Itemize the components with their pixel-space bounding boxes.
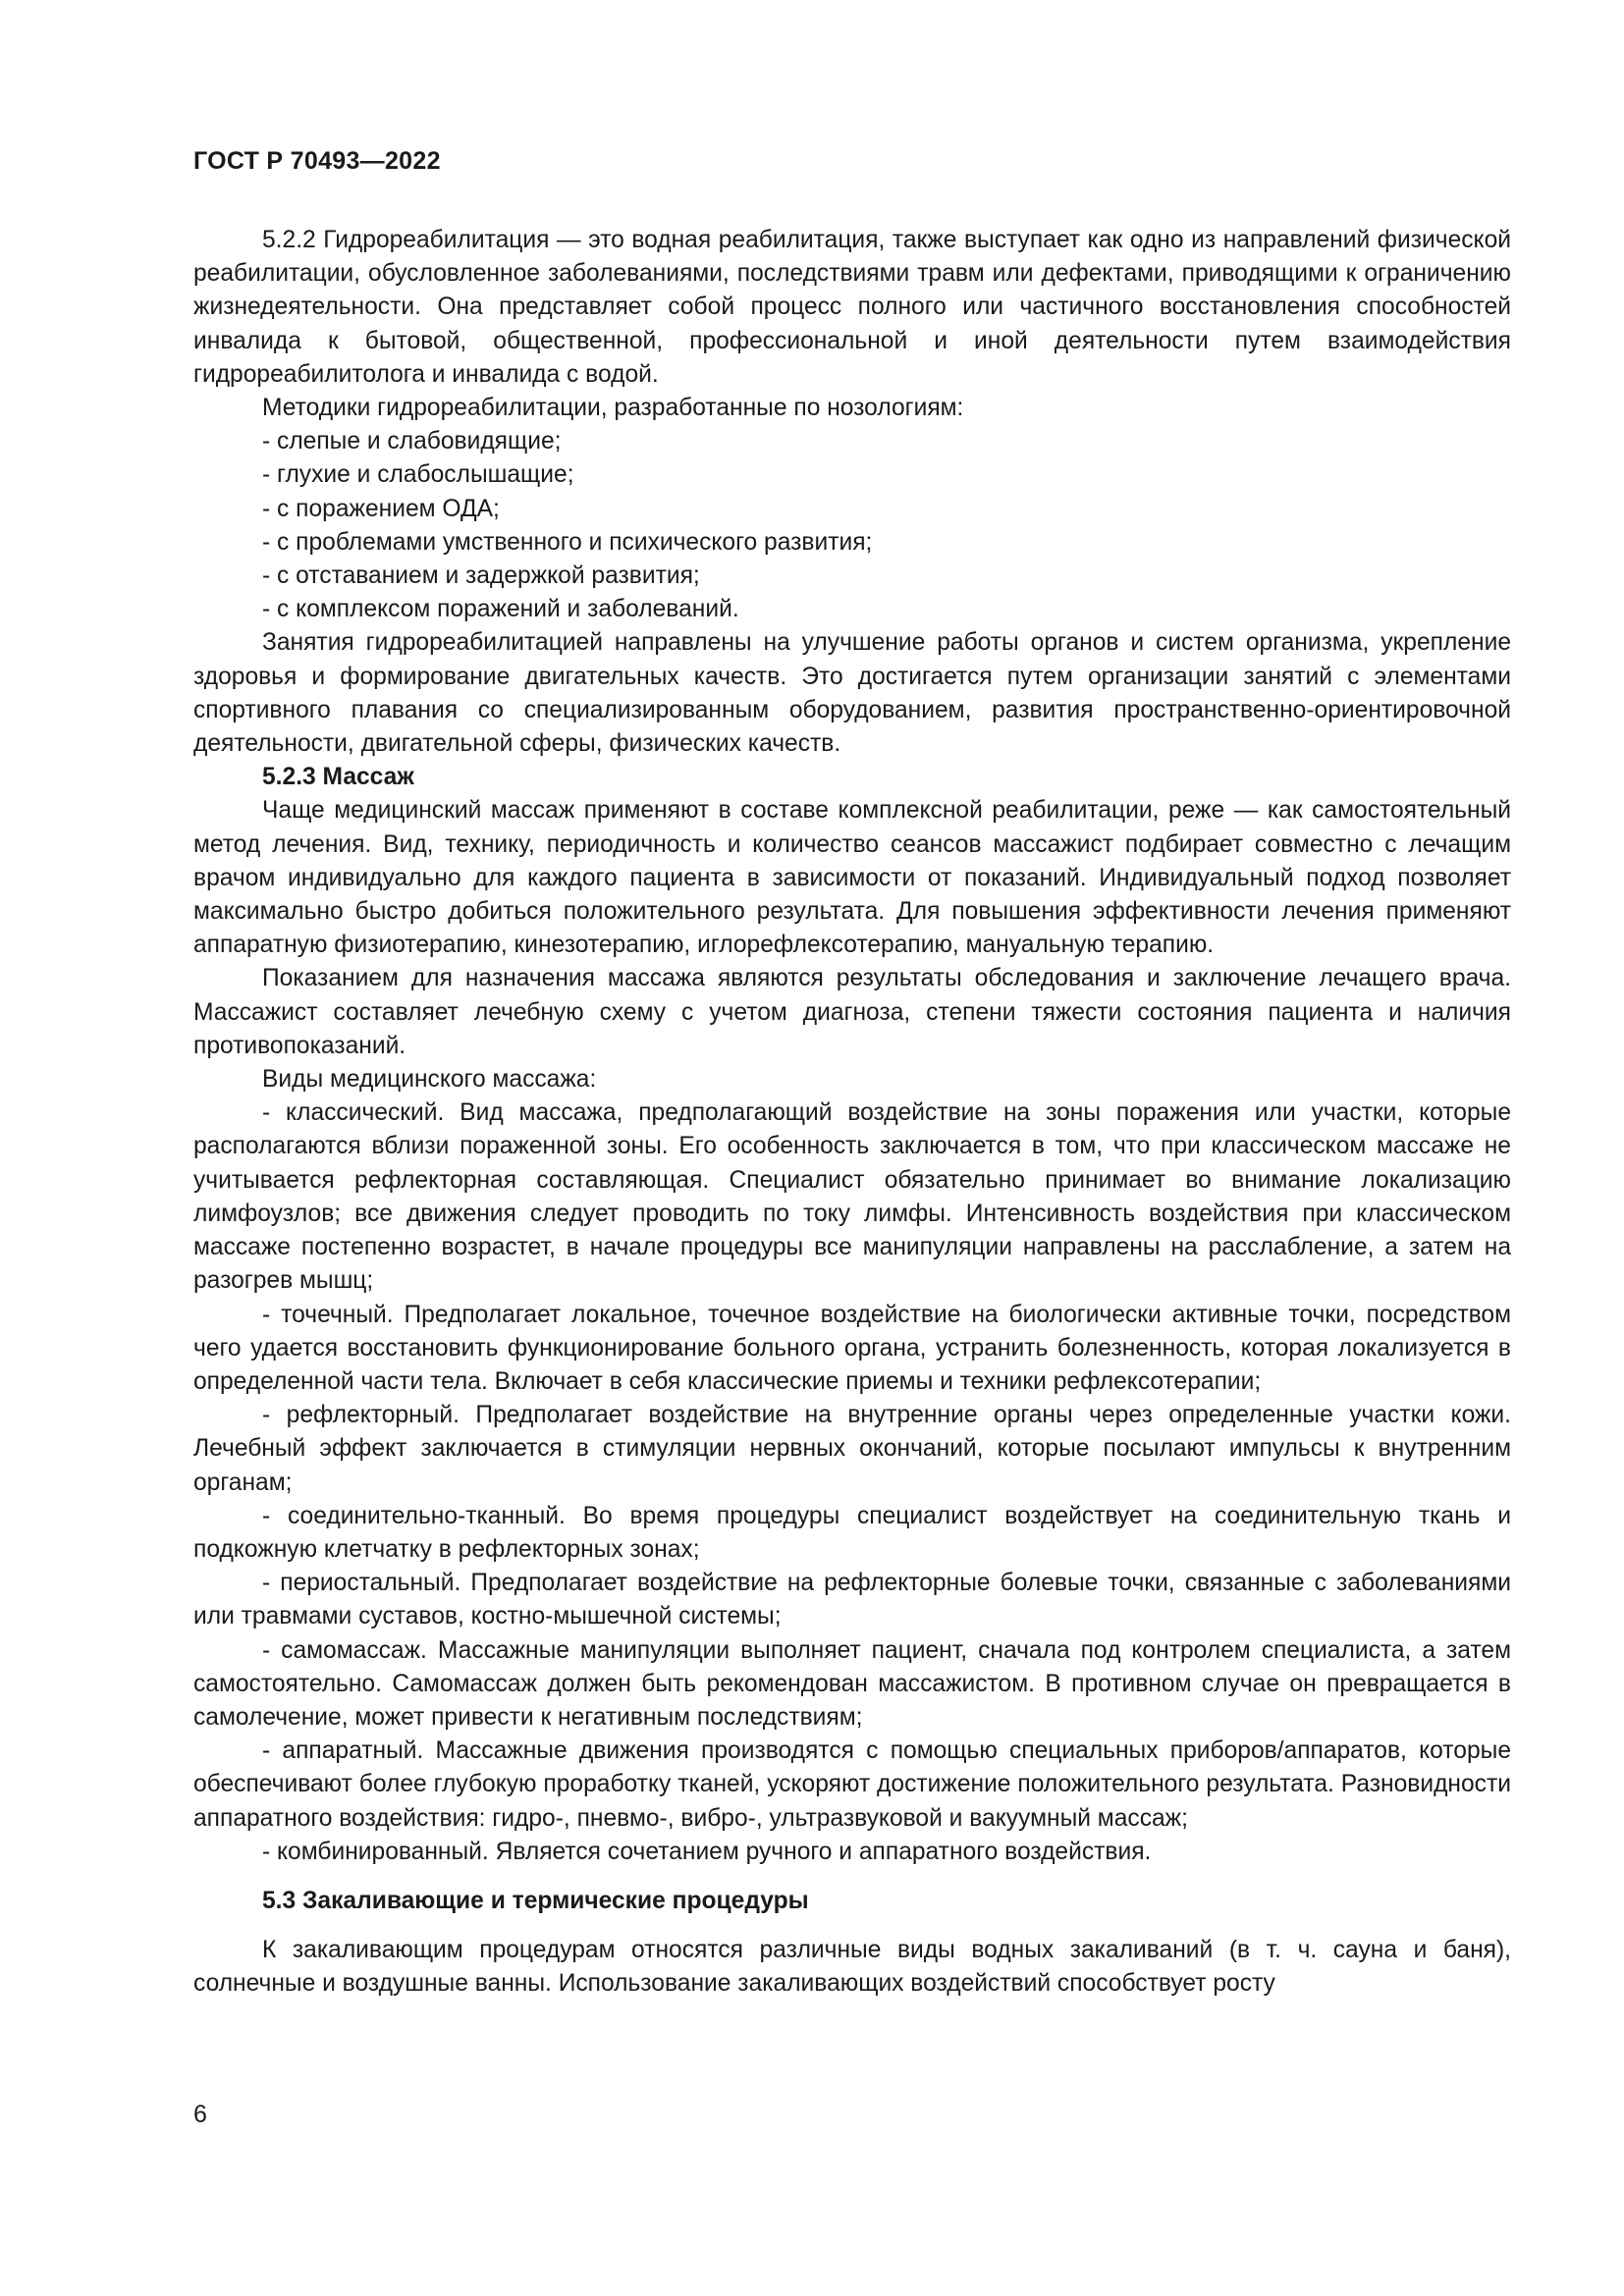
paragraph-hydrorehab-definition: 5.2.2 Гидрореабилитация — это водная реабилитация, также выступает как одно из направлений физической реабилитации, обусловленное заболеваниями, последствиями травм или дефектами, приводящими к ограничению жизнедеятельности. Она представляет собой процесс полного или частичного восстановления способностей инвалида к бытовой, общественной, профессиональной и иной деятельности путем взаимодействия гидрореабилитолога и инвалида с водой.	[193, 227, 1511, 388]
subsection-heading-massage: 5.2.3 Массаж	[262, 764, 414, 791]
list-item: - с отставанием и задержкой развития;	[262, 562, 700, 590]
list-item: - соединительно-тканный. Во время процедуры специалист воздействует на соединительную ткань и подкожную клетчатку в рефлекторных зонах;	[193, 1502, 1511, 1563]
list-item: - с проблемами умственного и психического развития;	[262, 528, 873, 556]
page-number: 6	[193, 2101, 207, 2128]
section-heading-hardening: 5.3 Закаливающие и термические процедуры	[262, 1887, 809, 1914]
list-item: - с поражением ОДА;	[262, 495, 500, 522]
paragraph-hydrorehab-goals: Занятия гидрореабилитацией направлены на улучшение работы органов и систем организма, укрепление здоровья и формирование двигательных качеств. Это достигается путем организации занятий с элементами спортивного плавания со специализированным оборудованием, развития пространственно-ориентировочной деятельности, двигательной сферы, физических качеств.	[193, 629, 1511, 758]
document-body	[193, 224, 1511, 2002]
list-item: - комбинированный. Является сочетанием ручного и аппаратного воздействия.	[262, 1838, 1152, 1865]
list-item: - слепые и слабовидящие;	[262, 428, 562, 455]
paragraph-hydrorehab-methods: Методики гидрореабилитации, разработанные по нозологиям:	[262, 395, 964, 422]
list-item: - периостальный. Предполагает воздействие на рефлекторные болевые точки, связанные с заболеваниями или травмами суставов, костно-мышечной системы;	[193, 1570, 1511, 1630]
list-item: - аппаратный. Массажные движения производятся с помощью специальных приборов/аппаратов, которые обеспечивают более глубокую проработку тканей, ускоряют достижение положительного результата. Разновидности аппаратного воздействия: гидро-, пневмо-, вибро-, ультразвуковой и вакуумный массаж;	[193, 1737, 1511, 1832]
paragraph-massage-types-intro: Виды медицинского массажа:	[262, 1066, 597, 1094]
list-item: - глухие и слабослышащие;	[262, 461, 574, 489]
list-item: - с комплексом поражений и заболеваний.	[262, 596, 739, 623]
list-item: - точечный. Предполагает локальное, точечное воздействие на биологически активные точки, посредством чего удается восстановить функционирование больного органа, устранить болезненность, которая локализуется в определенной части тела. Включает в себя классические приемы и техники рефлексотерапии;	[193, 1301, 1511, 1395]
paragraph-massage-intro: Чаще медицинский массаж применяют в составе комплексной реабилитации, реже — как самостоятельный метод лечения. Вид, технику, периодичность и количество сеансов массажист подбирает совместно с лечащим врачом индивидуально для каждого пациента в зависимости от показаний. Индивидуальный подход позволяет максимально быстро добиться положительного результата. Для повышения эффективности лечения применяют аппаратную физиотерапию, кинезотерапию, иглорефлексотерапию, мануальную терапию.	[193, 797, 1511, 959]
document-header: ГОСТ Р 70493—2022	[193, 147, 441, 175]
list-item: - рефлекторный. Предполагает воздействие на внутренние органы через определенные участки кожи. Лечебный эффект заключается в стимуляции нервных окончаний, которые посылают импульсы к внутренним органам;	[193, 1402, 1511, 1496]
paragraph-massage-indication: Показанием для назначения массажа являются результаты обследования и заключение лечащего врача. Массажист составляет лечебную схему с учетом диагноза, степени тяжести состояния пациента и наличия противопоказаний.	[193, 965, 1511, 1059]
list-item: - классический. Вид массажа, предполагающий воздействие на зоны поражения или участки, которые располагаются вблизи пораженной зоны. Его особенность заключается в том, что при классическом массаже не учитывается рефлекторная составляющая. Специалист обязательно принимает во внимание локализацию лимфоузлов; все движения следует проводить по току лимфы. Интенсивность воздействия при классическом массаже постепенно возрастет, в начале процедуры все манипуляции направлены на расслабление, а затем на разогрев мышц;	[193, 1099, 1511, 1295]
list-item: - самомассаж. Массажные манипуляции выполняет пациент, сначала под контролем специалиста, а затем самостоятельно. Самомассаж должен быть рекомендован массажистом. В противном случае он превращается в самолечение, может привести к негативным последствиям;	[193, 1636, 1511, 1731]
paragraph-hardening-intro: К закаливающим процедурам относятся различные виды водных закаливаний (в т. ч. сауна и баня), солнечные и воздушные ванны. Использование закаливающих воздействий способствует росту	[193, 1937, 1511, 1998]
